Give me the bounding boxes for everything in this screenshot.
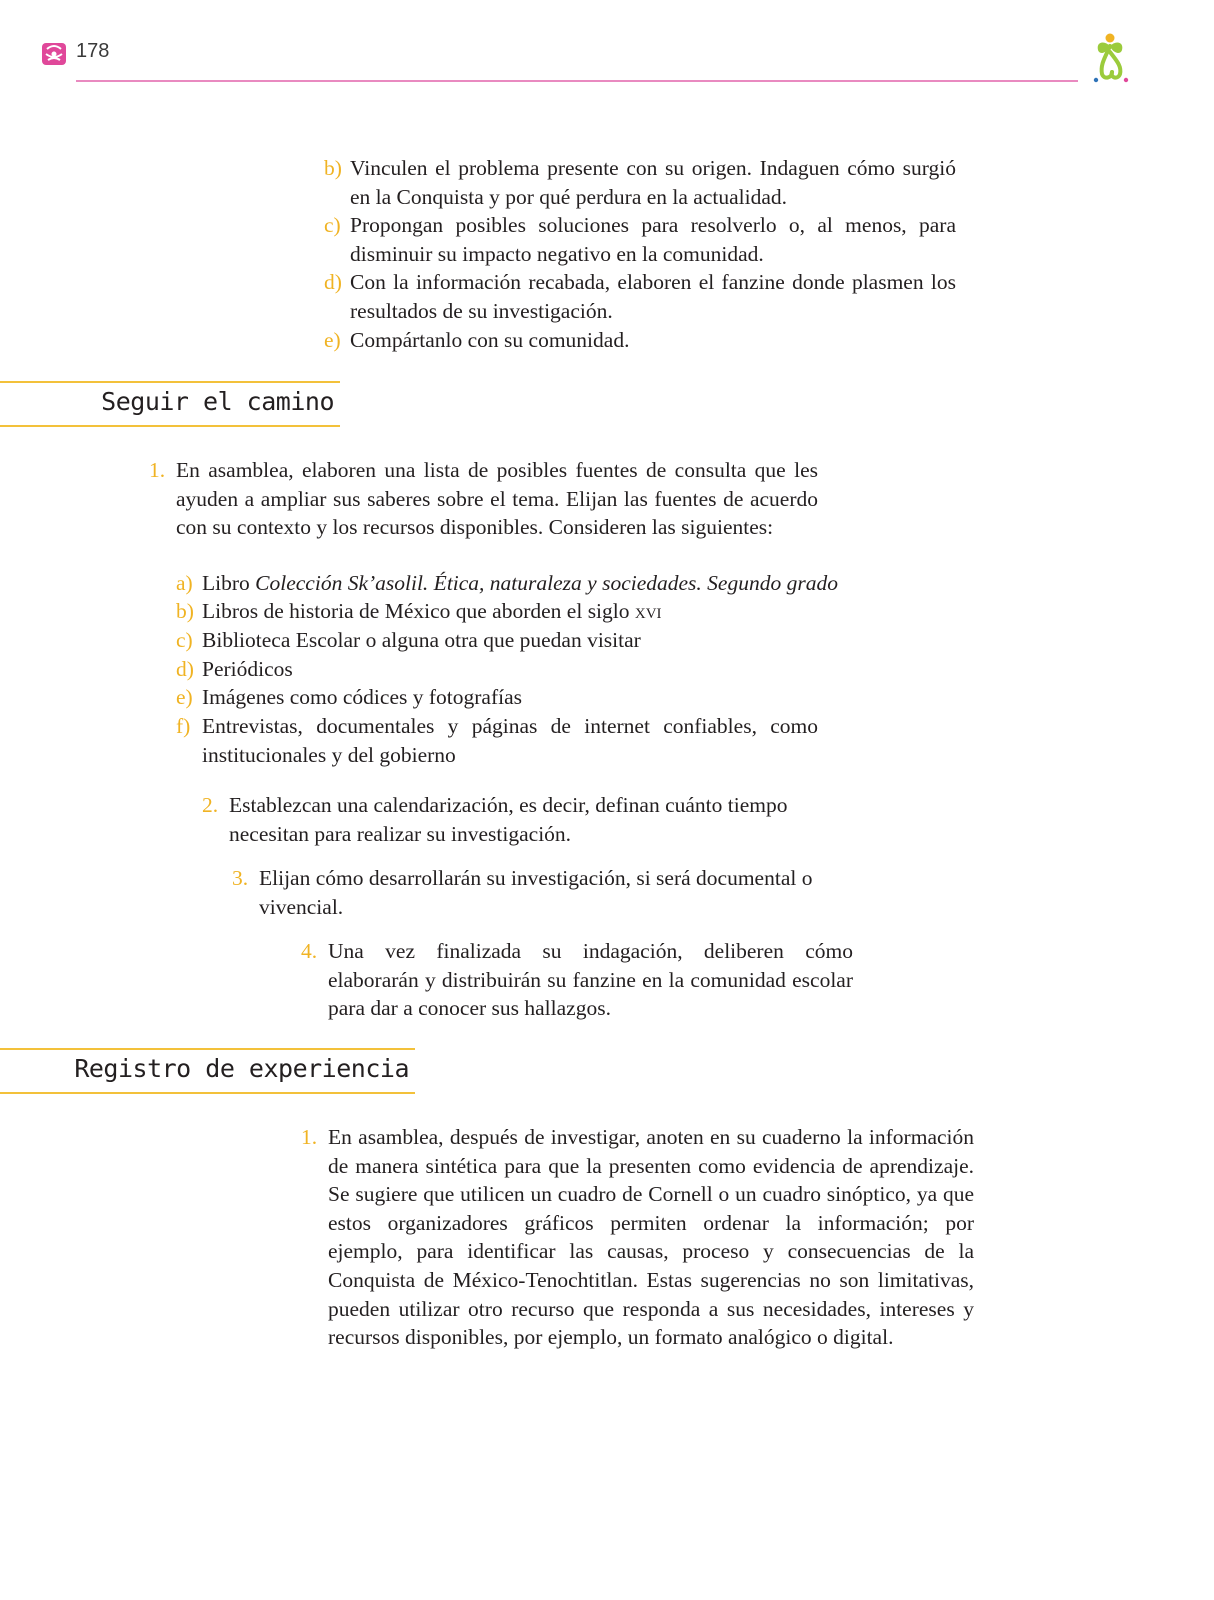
numbered-item: [149, 456, 818, 542]
page-number: 178: [76, 40, 110, 62]
item-label: e): [176, 685, 193, 709]
header-rule: [76, 80, 1078, 82]
section-title: Registro de experiencia: [74, 1054, 409, 1083]
century-numeral: xvi: [634, 599, 662, 623]
list-item: [324, 326, 956, 355]
section-title: Seguir el camino: [101, 387, 334, 416]
item-label: f): [176, 714, 191, 738]
item-text: Periódicos: [202, 657, 293, 681]
item-text: Elijan cómo desarrollarán su investigación, si será documental o vivencial.: [259, 866, 813, 919]
list-item: [176, 626, 818, 655]
item-label: a): [176, 571, 193, 595]
item-text: Establezcan una calendarización, es decir, definan cuánto tiempo necesitan para realizar su investigación.: [229, 793, 788, 846]
item-text: Libro: [202, 571, 256, 595]
item-label: e): [324, 328, 341, 352]
list-item: [176, 655, 818, 684]
item-text: Compártanlo con su comunidad.: [350, 328, 630, 352]
item-label: c): [324, 213, 341, 237]
list-item: [324, 268, 956, 325]
list-item: [176, 712, 818, 769]
item-text: En asamblea, elaboren una lista de posibles fuentes de consulta que les ayuden a ampliar sus saberes sobre el tema. Elijan las fuentes de acuerdo con su contexto y los recursos disponibles. Consideren las siguientes:: [176, 458, 818, 540]
item-text: Libros de historia de México que aborden el siglo: [202, 599, 635, 623]
numbered-item: [301, 1123, 974, 1352]
item-label: d): [324, 270, 342, 294]
item-number: 1.: [301, 1125, 318, 1149]
item-text: Una vez finalizada su indagación, deliberen cómo elaborarán y distribuirán su fanzine en la comunidad escolar para dar a conocer sus hallazgos.: [328, 939, 853, 1021]
item-number: 2.: [202, 793, 219, 817]
list-item: [176, 597, 818, 626]
item-label: b): [176, 599, 194, 623]
list-item: [324, 154, 956, 211]
item-label: d): [176, 657, 194, 681]
list-item: [324, 211, 956, 268]
section-heading-bar: [0, 1048, 415, 1094]
section-heading-bar: [0, 381, 340, 427]
sprout-logo-icon: [1082, 30, 1138, 86]
list-item: [176, 683, 818, 712]
pink-glyph-icon: [40, 40, 68, 68]
item-text: Imágenes como códices y fotografías: [202, 685, 522, 709]
item-text: Biblioteca Escolar o alguna otra que puedan visitar: [202, 628, 641, 652]
item-text: Con la información recabada, elaboren el fanzine donde plasmen los resultados de su investigación.: [350, 270, 956, 323]
item-label: b): [324, 156, 342, 180]
item-number: 3.: [232, 866, 249, 890]
item-number: 1.: [149, 458, 166, 482]
item-text: Entrevistas, documentales y páginas de internet confiables, como institucionales y del gobierno: [202, 714, 818, 767]
item-text: Vinculen el problema presente con su origen. Indaguen cómo surgió en la Conquista y por qué perdura en la actualidad.: [350, 156, 956, 209]
list-item: [176, 569, 842, 598]
item-text: En asamblea, después de investigar, anoten en su cuaderno la información de manera sintética para que la presenten como evidencia de aprendizaje. Se sugiere que utilicen un cuadro de Cornell o un cuadro sinóptico, ya que estos organizadores gráficos permiten ordenar la información; por ejemplo, para identificar las causas, proceso y consecuencias de la Conquista de México-Tenochtitlan. Estas sugerencias no son limitativas, pueden utilizar otro recurso que responda a sus necesidades, intereses y recursos disponibles, por ejemplo, un formato analógico o digital.: [328, 1125, 974, 1350]
numbered-item: [232, 864, 853, 921]
item-label: c): [176, 628, 193, 652]
numbered-item: [202, 791, 823, 848]
numbered-item: [301, 937, 853, 1023]
item-text: Propongan posibles soluciones para resolverlo o, al menos, para disminuir su impacto negativo en la comunidad.: [350, 213, 956, 266]
item-number: 4.: [301, 939, 318, 963]
book-title: Colección Sk’asolil. Ética, naturaleza y sociedades. Segundo grado: [255, 571, 838, 595]
